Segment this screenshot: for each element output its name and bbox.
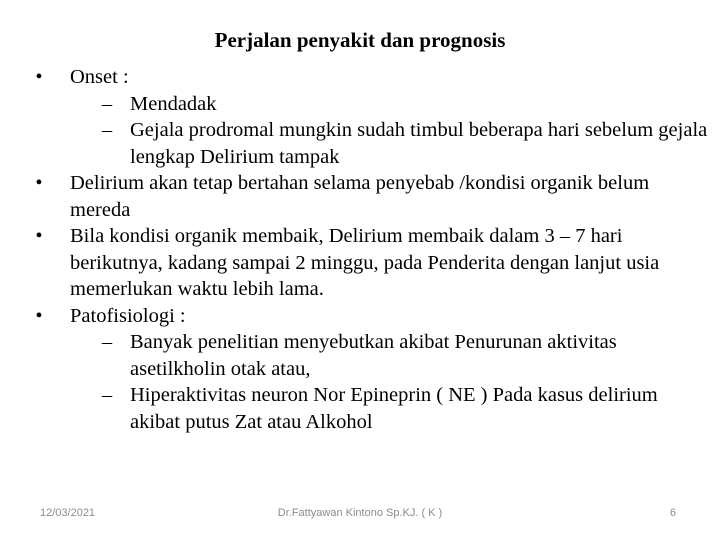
footer-author: Dr.Fattyawan Kintono Sp.KJ. ( K ): [277, 507, 443, 519]
sub-bullet-item: [28, 329, 708, 382]
dash-marker: –: [101, 384, 113, 406]
bullet-marker: •: [35, 172, 43, 194]
bullet-item: [28, 223, 708, 303]
dash-marker: –: [101, 92, 113, 115]
slide-content: [28, 64, 708, 435]
bullet-text: Delirium akan tetap bertahan selama penyebab /kondisi organik belum mereda: [70, 172, 650, 221]
bullet-text: Hiperaktivitas neuron Nor Epineprin ( NE ) Pada kasus delirium akibat putus Zat atau Alkohol: [130, 384, 658, 433]
bullet-text: Mendadak: [130, 92, 217, 115]
sub-bullet-item: [28, 382, 708, 435]
sub-bullet-item: [28, 91, 708, 118]
page-number: 6: [669, 507, 676, 519]
bullet-text: Gejala prodromal mungkin sudah timbul beberapa hari sebelum gejala lengkap Delirium tampak: [130, 119, 708, 168]
bullet-marker: •: [35, 225, 43, 247]
bullet-text: Bila kondisi organik membaik, Delirium membaik dalam 3 – 7 hari berikutnya, kadang sampai 2 minggu, pada Penderita dengan lanjut usia memerlukan waktu lebih lama.: [70, 225, 660, 300]
footer-date: 12/03/2021: [40, 507, 96, 519]
dash-marker: –: [101, 119, 113, 141]
sub-bullet-item: [28, 117, 708, 170]
bullet-text: Patofisiologi :: [70, 304, 186, 327]
bullet-text: Onset :: [70, 66, 129, 88]
bullet-marker: •: [35, 66, 43, 88]
slide-title: Perjalan penyakit dan prognosis: [214, 28, 506, 52]
bullet-item: [28, 170, 708, 223]
dash-marker: –: [101, 331, 113, 353]
bullet-item: [28, 303, 708, 330]
bullet-text: Banyak penelitian menyebutkan akibat Penurunan aktivitas asetilkholin otak atau,: [130, 331, 617, 380]
bullet-marker: •: [35, 304, 43, 327]
bullet-item: [28, 64, 708, 91]
